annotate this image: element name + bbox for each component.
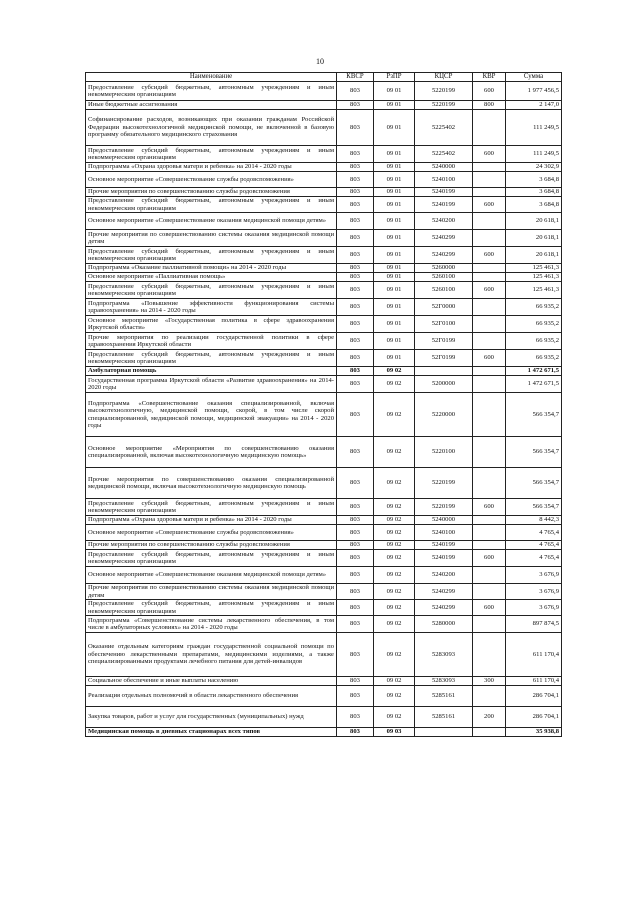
- cell-kvsr: 803: [337, 393, 374, 437]
- cell-kvsr: 803: [337, 376, 374, 393]
- table-row: [86, 393, 562, 437]
- cell-rzpr: 09 01: [374, 172, 415, 188]
- cell-kvr: [473, 525, 506, 541]
- cell-sum: 611 170,4: [506, 677, 562, 686]
- cell-kvsr: 803: [337, 541, 374, 550]
- table-row: [86, 282, 562, 299]
- cell-ktsr: 52Г0000: [415, 299, 473, 316]
- cell-kvr: [473, 299, 506, 316]
- cell-kvsr: 803: [337, 230, 374, 247]
- cell-rzpr: 09 02: [374, 393, 415, 437]
- cell-name: Предоставление субсидий бюджетным, автономным учреждениям и иным некоммерческим организациям: [86, 197, 337, 213]
- cell-ktsr: 5240100: [415, 172, 473, 188]
- cell-ktsr: 5225402: [415, 146, 473, 163]
- cell-name: Предоставление субсидий бюджетным, автономным учреждениям и иным некоммерческим организациям: [86, 550, 337, 567]
- cell-sum: 611 170,4: [506, 633, 562, 677]
- cell-kvr: [473, 393, 506, 437]
- cell-name: Подпрограмма «Совершенствование системы лекарственного обеспечения, в том числе в амбулаторных условиях» на 2014 - 2020 годы: [86, 616, 337, 633]
- cell-rzpr: 09 01: [374, 197, 415, 213]
- cell-rzpr: 09 01: [374, 146, 415, 163]
- cell-kvr: [473, 376, 506, 393]
- cell-ktsr: 5240000: [415, 516, 473, 525]
- cell-rzpr: 09 02: [374, 677, 415, 686]
- cell-rzpr: 09 02: [374, 584, 415, 600]
- cell-sum: 125 461,3: [506, 282, 562, 299]
- cell-rzpr: 09 02: [374, 550, 415, 567]
- cell-kvr: 600: [473, 82, 506, 101]
- cell-kvr: 800: [473, 101, 506, 110]
- cell-sum: 20 618,1: [506, 247, 562, 264]
- cell-kvr: [473, 230, 506, 247]
- cell-name: Предоставление субсидий бюджетным, автономным учреждениям и иным некоммерческим организациям: [86, 600, 337, 616]
- cell-sum: 3 676,9: [506, 600, 562, 616]
- cell-rzpr: 09 02: [374, 367, 415, 376]
- cell-name: Прочие мероприятия по совершенствованию системы оказания медицинской помощи детям: [86, 230, 337, 247]
- cell-name: Основное мероприятие «Мероприятия по совершенствованию оказания специализированной, включая высокотехнологичную медицинскую помощь»: [86, 437, 337, 468]
- table-row: [86, 213, 562, 230]
- cell-kvr: 600: [473, 550, 506, 567]
- cell-rzpr: 09 01: [374, 273, 415, 282]
- cell-ktsr: 5220000: [415, 393, 473, 437]
- table-row: [86, 197, 562, 213]
- cell-name: Иные бюджетные ассигнования: [86, 101, 337, 110]
- cell-rzpr: 09 02: [374, 468, 415, 499]
- cell-rzpr: 09 01: [374, 350, 415, 367]
- cell-sum: 8 442,3: [506, 516, 562, 525]
- cell-rzpr: 09 01: [374, 264, 415, 273]
- cell-kvr: [473, 333, 506, 350]
- cell-ktsr: 5220199: [415, 101, 473, 110]
- cell-name: Предоставление субсидий бюджетным, автономным учреждениям и иным некоммерческим организациям: [86, 350, 337, 367]
- cell-sum: 66 935,2: [506, 350, 562, 367]
- cell-sum: 1 977 456,5: [506, 82, 562, 101]
- cell-rzpr: 09 02: [374, 525, 415, 541]
- cell-kvr: [473, 468, 506, 499]
- cell-sum: 1 472 671,5: [506, 376, 562, 393]
- cell-sum: 3 684,8: [506, 188, 562, 197]
- cell-name: Медицинская помощь в дневных стационарах всех типов: [86, 728, 337, 737]
- table-row: [86, 110, 562, 146]
- cell-sum: 3 684,8: [506, 172, 562, 188]
- cell-kvr: [473, 213, 506, 230]
- table-row: [86, 541, 562, 550]
- cell-name: Основное мероприятие «Совершенствование службы родовспоможения»: [86, 525, 337, 541]
- cell-sum: 20 618,1: [506, 213, 562, 230]
- cell-ktsr: 5220199: [415, 468, 473, 499]
- cell-sum: 66 935,2: [506, 333, 562, 350]
- cell-kvsr: 803: [337, 299, 374, 316]
- cell-kvr: [473, 616, 506, 633]
- cell-name: Прочие мероприятия по совершенствованию службы родовспоможения: [86, 188, 337, 197]
- column-header-rzpr: РзПР: [374, 73, 415, 82]
- cell-kvsr: 803: [337, 677, 374, 686]
- cell-kvr: [473, 188, 506, 197]
- cell-ktsr: 5240200: [415, 213, 473, 230]
- cell-kvr: [473, 110, 506, 146]
- cell-rzpr: 09 02: [374, 516, 415, 525]
- table-row: [86, 468, 562, 499]
- cell-sum: 566 354,7: [506, 468, 562, 499]
- cell-sum: 4 765,4: [506, 525, 562, 541]
- cell-rzpr: 09 02: [374, 600, 415, 616]
- cell-sum: 566 354,7: [506, 393, 562, 437]
- table-row: [86, 686, 562, 707]
- table-row: [86, 550, 562, 567]
- cell-name: Предоставление субсидий бюджетным, автономным учреждениям и иным некоммерческим организациям: [86, 82, 337, 101]
- cell-kvsr: 803: [337, 367, 374, 376]
- cell-rzpr: 09 02: [374, 633, 415, 677]
- cell-ktsr: 5280000: [415, 616, 473, 633]
- cell-ktsr: [415, 728, 473, 737]
- cell-ktsr: 52Г0199: [415, 350, 473, 367]
- cell-name: Прочие мероприятия по совершенствованию оказания специализированной медицинской помощи, включая высокотехнологичную медицинскую помощь: [86, 468, 337, 499]
- cell-kvsr: 803: [337, 172, 374, 188]
- table-row: [86, 146, 562, 163]
- table-row: [86, 273, 562, 282]
- cell-rzpr: 09 01: [374, 282, 415, 299]
- cell-kvr: [473, 437, 506, 468]
- cell-kvr: [473, 264, 506, 273]
- cell-kvr: [473, 163, 506, 172]
- cell-rzpr: 09 02: [374, 707, 415, 728]
- cell-kvsr: 803: [337, 633, 374, 677]
- cell-name: Подпрограмма «Совершенствование оказания специализированной, включая высокотехнологичную, медицинской помощи, скорой, в том числе скорой специализированной, медицинской помощи, медицинской эвакуации» на 2014 - 2020 годы: [86, 393, 337, 437]
- cell-sum: 286 704,1: [506, 707, 562, 728]
- cell-kvsr: 803: [337, 188, 374, 197]
- cell-name: Предоставление субсидий бюджетным, автономным учреждениям и иным некоммерческим организациям: [86, 146, 337, 163]
- cell-kvr: 600: [473, 600, 506, 616]
- column-header-name: Наименование: [86, 73, 337, 82]
- table-row: [86, 584, 562, 600]
- cell-ktsr: 5240299: [415, 600, 473, 616]
- cell-kvsr: 803: [337, 247, 374, 264]
- cell-name: Реализация отдельных полномочий в области лекарственного обеспечения: [86, 686, 337, 707]
- table-row: [86, 264, 562, 273]
- cell-sum: 3 684,8: [506, 197, 562, 213]
- cell-kvsr: 803: [337, 110, 374, 146]
- table-body: [86, 82, 562, 737]
- cell-kvsr: 803: [337, 516, 374, 525]
- cell-kvsr: 803: [337, 146, 374, 163]
- table-row: [86, 600, 562, 616]
- cell-kvr: 600: [473, 146, 506, 163]
- cell-ktsr: 5240299: [415, 584, 473, 600]
- cell-kvsr: 803: [337, 101, 374, 110]
- cell-name: Основное мероприятие «Государственная политика в сфере здравоохранения Иркутской области»: [86, 316, 337, 333]
- cell-kvr: 200: [473, 707, 506, 728]
- cell-kvr: [473, 541, 506, 550]
- cell-rzpr: 09 03: [374, 728, 415, 737]
- cell-sum: 2 147,0: [506, 101, 562, 110]
- cell-name: Социальное обеспечение и иные выплаты населению: [86, 677, 337, 686]
- cell-ktsr: 5220199: [415, 82, 473, 101]
- table-row: [86, 316, 562, 333]
- cell-ktsr: 5260000: [415, 264, 473, 273]
- cell-name: Подпрограмма «Повышение эффективности функционирования системы здравоохранения» на 2014 - 2020 годы: [86, 299, 337, 316]
- cell-rzpr: 09 02: [374, 437, 415, 468]
- table-row: [86, 82, 562, 101]
- cell-ktsr: 5260100: [415, 273, 473, 282]
- cell-kvsr: 803: [337, 282, 374, 299]
- cell-sum: 286 704,1: [506, 686, 562, 707]
- table-row: [86, 728, 562, 737]
- cell-rzpr: 09 01: [374, 101, 415, 110]
- cell-ktsr: 5240299: [415, 247, 473, 264]
- cell-sum: 566 354,7: [506, 499, 562, 516]
- cell-ktsr: 5240199: [415, 550, 473, 567]
- table-row: [86, 567, 562, 584]
- cell-sum: 35 938,8: [506, 728, 562, 737]
- cell-rzpr: 09 02: [374, 541, 415, 550]
- cell-kvr: 600: [473, 247, 506, 264]
- cell-ktsr: 5240200: [415, 567, 473, 584]
- cell-rzpr: 09 01: [374, 333, 415, 350]
- cell-rzpr: 09 02: [374, 567, 415, 584]
- cell-rzpr: 09 01: [374, 82, 415, 101]
- cell-name: Государственная программа Иркутской области «Развитие здравоохранения» на 2014-2020 годы: [86, 376, 337, 393]
- cell-kvsr: 803: [337, 437, 374, 468]
- cell-ktsr: 5240100: [415, 525, 473, 541]
- cell-kvsr: 803: [337, 273, 374, 282]
- cell-sum: 20 618,1: [506, 230, 562, 247]
- cell-ktsr: 5283093: [415, 633, 473, 677]
- cell-name: Оказание отдельным категориям граждан государственной социальной помощи по обеспечению лекарственными препаратами, медицинскими изделиями, а также специализированными продуктами лечебного питания для детей-инвалидов: [86, 633, 337, 677]
- cell-ktsr: 5283093: [415, 677, 473, 686]
- cell-ktsr: 5240199: [415, 541, 473, 550]
- cell-kvr: 600: [473, 350, 506, 367]
- cell-kvr: [473, 273, 506, 282]
- cell-kvr: [473, 686, 506, 707]
- cell-kvsr: 803: [337, 264, 374, 273]
- cell-kvr: [473, 316, 506, 333]
- cell-name: Софинансирование расходов, возникающих при оказании гражданам Российской Федерации высокотехнологичной медицинской помощи, не включенной в базовую программу обязательного медицинского страхования: [86, 110, 337, 146]
- cell-kvsr: 803: [337, 197, 374, 213]
- cell-kvsr: 803: [337, 707, 374, 728]
- cell-sum: 111 249,5: [506, 146, 562, 163]
- cell-ktsr: 5240299: [415, 230, 473, 247]
- cell-sum: 566 354,7: [506, 437, 562, 468]
- cell-rzpr: 09 01: [374, 188, 415, 197]
- cell-kvsr: 803: [337, 584, 374, 600]
- cell-kvr: [473, 172, 506, 188]
- cell-kvsr: 803: [337, 600, 374, 616]
- table-row: [86, 376, 562, 393]
- cell-kvr: 600: [473, 197, 506, 213]
- cell-sum: 4 765,4: [506, 550, 562, 567]
- cell-ktsr: 5285161: [415, 707, 473, 728]
- table-row: [86, 516, 562, 525]
- page-number: 10: [316, 57, 324, 66]
- table-row: [86, 101, 562, 110]
- cell-name: Подпрограмма «Охрана здоровья матери и ребенка» на 2014 - 2020 годы: [86, 163, 337, 172]
- column-header-kvr: КВР: [473, 73, 506, 82]
- table-row: [86, 247, 562, 264]
- cell-sum: 3 676,9: [506, 567, 562, 584]
- cell-ktsr: 5225402: [415, 110, 473, 146]
- cell-name: Предоставление субсидий бюджетным, автономным учреждениям и иным некоммерческим организациям: [86, 499, 337, 516]
- cell-rzpr: 09 02: [374, 686, 415, 707]
- table-row: [86, 188, 562, 197]
- column-header-kvsr: КВСР: [337, 73, 374, 82]
- table-row: [86, 367, 562, 376]
- cell-sum: 125 461,3: [506, 273, 562, 282]
- cell-kvr: [473, 567, 506, 584]
- cell-kvr: 600: [473, 499, 506, 516]
- table-row: [86, 163, 562, 172]
- table-row: [86, 499, 562, 516]
- cell-kvsr: 803: [337, 525, 374, 541]
- cell-ktsr: 5220100: [415, 437, 473, 468]
- cell-rzpr: 09 01: [374, 299, 415, 316]
- cell-name: Прочие мероприятия по совершенствованию системы оказания медицинской помощи детям: [86, 584, 337, 600]
- cell-kvr: 600: [473, 282, 506, 299]
- table-row: [86, 707, 562, 728]
- cell-kvsr: 803: [337, 567, 374, 584]
- cell-name: Основное мероприятие «Совершенствование оказания медицинской помощи детям»: [86, 213, 337, 230]
- cell-ktsr: 5240199: [415, 197, 473, 213]
- cell-name: Предоставление субсидий бюджетным, автономным учреждениям и иным некоммерческим организациям: [86, 247, 337, 264]
- cell-kvsr: 803: [337, 728, 374, 737]
- cell-kvr: [473, 633, 506, 677]
- cell-name: Прочие мероприятия по реализации государственной политики в сфере здравоохранения Иркутской области: [86, 333, 337, 350]
- table-row: [86, 525, 562, 541]
- cell-kvsr: 803: [337, 82, 374, 101]
- cell-ktsr: [415, 367, 473, 376]
- cell-kvsr: 803: [337, 163, 374, 172]
- cell-name: Основное мероприятие «Паллиативная помощь»: [86, 273, 337, 282]
- cell-ktsr: 5220199: [415, 499, 473, 516]
- table-row: [86, 633, 562, 677]
- budget-table: [85, 72, 562, 737]
- cell-kvsr: 803: [337, 499, 374, 516]
- cell-kvsr: 803: [337, 213, 374, 230]
- cell-kvr: [473, 516, 506, 525]
- cell-rzpr: 09 01: [374, 163, 415, 172]
- table-row: [86, 437, 562, 468]
- cell-rzpr: 09 02: [374, 376, 415, 393]
- cell-sum: 24 302,9: [506, 163, 562, 172]
- cell-ktsr: 52Г0100: [415, 316, 473, 333]
- cell-kvsr: 803: [337, 350, 374, 367]
- cell-rzpr: 09 02: [374, 616, 415, 633]
- cell-rzpr: 09 01: [374, 316, 415, 333]
- cell-ktsr: 5285161: [415, 686, 473, 707]
- cell-ktsr: 52Г0199: [415, 333, 473, 350]
- cell-ktsr: 5240000: [415, 163, 473, 172]
- cell-name: Подпрограмма «Охрана здоровья матери и ребенка» на 2014 - 2020 годы: [86, 516, 337, 525]
- table-row: [86, 172, 562, 188]
- cell-kvsr: 803: [337, 616, 374, 633]
- table-row: [86, 299, 562, 316]
- cell-kvsr: 803: [337, 686, 374, 707]
- table-header-row: [86, 73, 562, 82]
- cell-sum: 66 935,2: [506, 299, 562, 316]
- cell-name: Подпрограмма «Оказание паллиативной помощи» на 2014 - 2020 годы: [86, 264, 337, 273]
- cell-kvsr: 803: [337, 468, 374, 499]
- cell-sum: 897 874,5: [506, 616, 562, 633]
- cell-rzpr: 09 02: [374, 499, 415, 516]
- cell-rzpr: 09 01: [374, 230, 415, 247]
- cell-kvr: 300: [473, 677, 506, 686]
- cell-sum: 111 249,5: [506, 110, 562, 146]
- table-row: [86, 350, 562, 367]
- cell-ktsr: 5260100: [415, 282, 473, 299]
- cell-name: Основное мероприятие «Совершенствование службы родовспоможения»: [86, 172, 337, 188]
- cell-name: Прочие мероприятия по совершенствованию службы родовспоможения: [86, 541, 337, 550]
- cell-sum: 66 935,2: [506, 316, 562, 333]
- table-row: [86, 333, 562, 350]
- cell-rzpr: 09 01: [374, 110, 415, 146]
- cell-kvr: [473, 728, 506, 737]
- cell-kvsr: 803: [337, 550, 374, 567]
- cell-kvr: [473, 367, 506, 376]
- column-header-ktsr: КЦСР: [415, 73, 473, 82]
- cell-sum: 4 765,4: [506, 541, 562, 550]
- cell-ktsr: 5240199: [415, 188, 473, 197]
- cell-sum: 3 676,9: [506, 584, 562, 600]
- column-header-sum: Сумма: [506, 73, 562, 82]
- cell-name: Закупка товаров, работ и услуг для государственных (муниципальных) нужд: [86, 707, 337, 728]
- cell-kvsr: 803: [337, 333, 374, 350]
- cell-sum: 125 461,3: [506, 264, 562, 273]
- cell-rzpr: 09 01: [374, 213, 415, 230]
- cell-kvr: [473, 584, 506, 600]
- cell-name: Предоставление субсидий бюджетным, автономным учреждениям и иным некоммерческим организациям: [86, 282, 337, 299]
- cell-name: Амбулаторная помощь: [86, 367, 337, 376]
- cell-sum: 1 472 671,5: [506, 367, 562, 376]
- table-row: [86, 230, 562, 247]
- cell-rzpr: 09 01: [374, 247, 415, 264]
- cell-ktsr: 5200000: [415, 376, 473, 393]
- cell-name: Основное мероприятие «Совершенствование оказания медицинской помощи детям»: [86, 567, 337, 584]
- table-row: [86, 677, 562, 686]
- cell-kvsr: 803: [337, 316, 374, 333]
- table-row: [86, 616, 562, 633]
